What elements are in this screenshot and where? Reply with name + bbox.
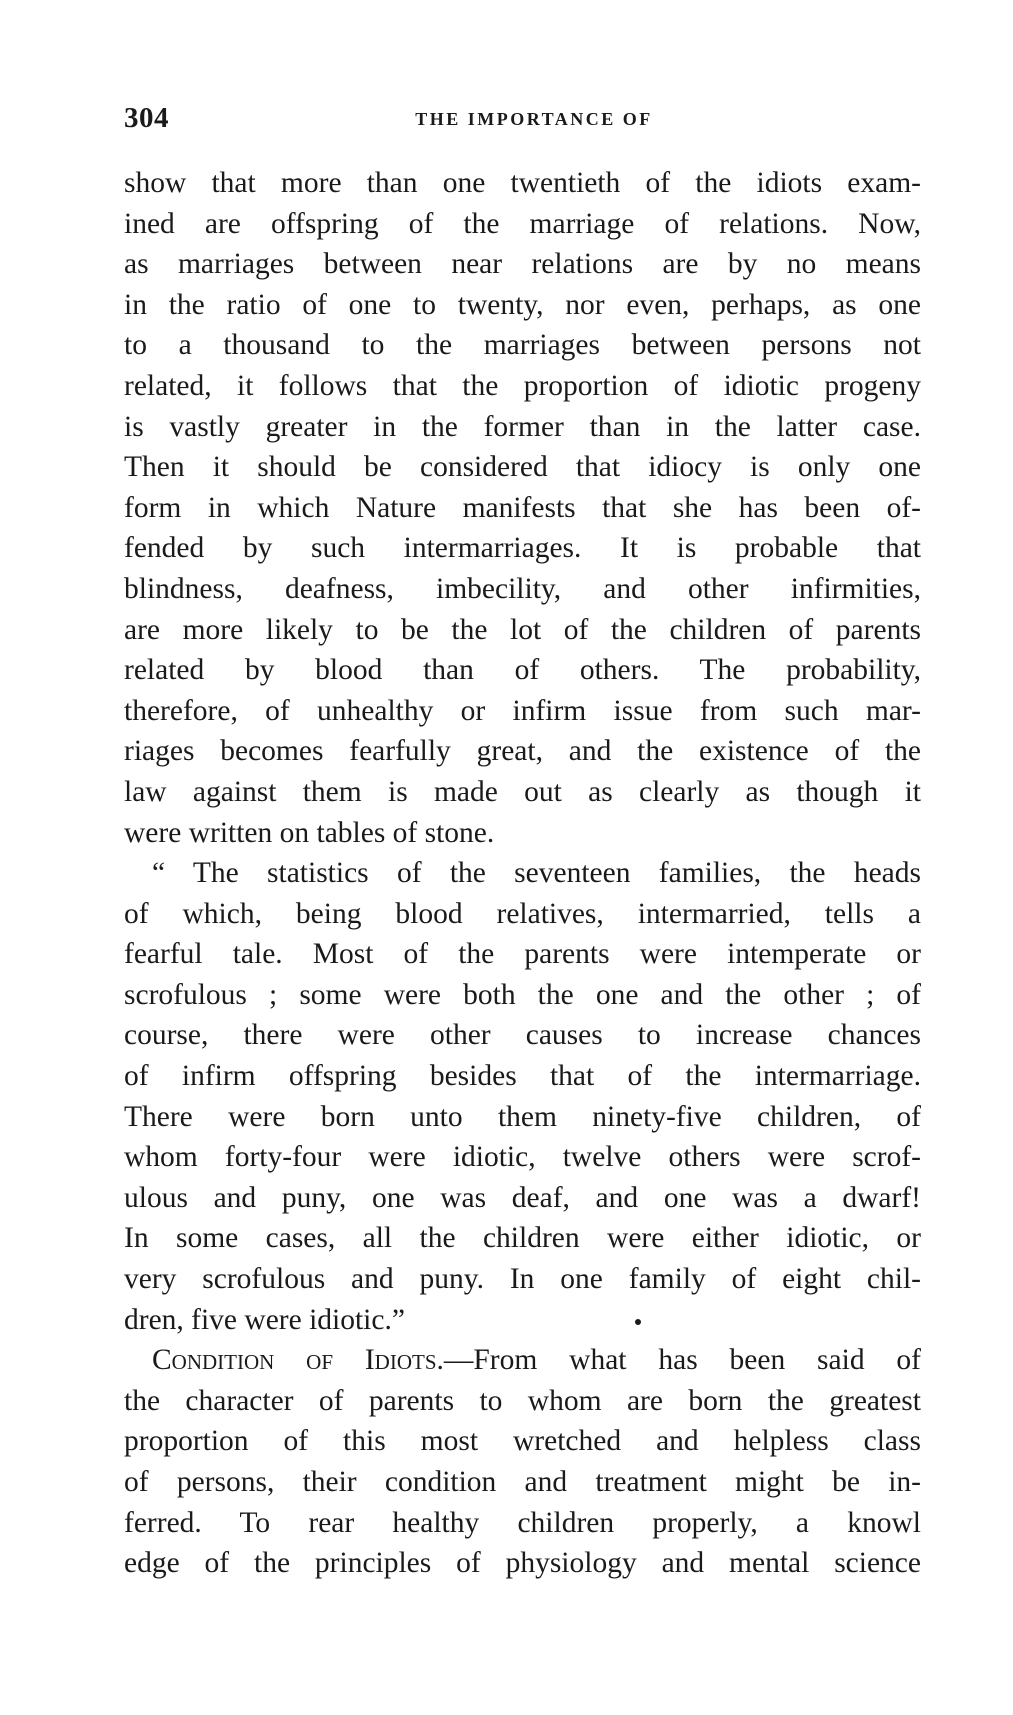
text-line: is vastly greater in the former than in the latter case. [124,410,921,443]
running-head: THE IMPORTANCE OF [415,109,653,129]
ink-dot-mark [635,1319,641,1325]
text-line: fended by such intermarriages. It is probable that [124,532,921,565]
text-line: In some cases, all the children were either idiotic, or [124,1222,921,1255]
text-line: related by blood than of others. The probability, [124,654,921,687]
text-line: to a thousand to the marriages between persons not [124,329,921,362]
text-line: therefore, of unhealthy or infirm issue from such mar- [124,694,921,727]
text-line: Then it should be considered that idiocy is only one [124,451,921,484]
text-line-with-mark [124,1300,921,1341]
text-line: edge of the principles of physiology and mental science [124,1547,921,1580]
text-line: whom forty-four were idiotic, twelve others were scrof- [124,1141,921,1174]
text-line: of persons, their condition and treatment might be in- [124,1466,921,1498]
text-line: blindness, deafness, imbecility, and other infirmities, [124,572,921,605]
text-line: course, there were other causes to increase chances [124,1019,921,1052]
text-line: of which, being blood relatives, intermarried, tells a [124,897,921,930]
section-heading: Condition of Idiots. [152,1344,444,1377]
text-line-with-heading [124,1340,921,1381]
text-line: the character of parents to whom are born the greatest [124,1384,921,1417]
paragraph-1 [124,163,921,853]
text-line: scrofulous ; some were both the one and the other ; of [124,978,921,1011]
text-line: fearful tale. Most of the parents were intemperate or [124,938,921,971]
text-line: of infirm offspring besides that of the intermarriage. [124,1060,921,1093]
text-line: —From what has been said of [443,1344,921,1377]
text-line: “ The statistics of the seventeen families, the heads [152,857,921,890]
text-line: were written on tables of stone. [124,816,495,849]
text-line: show that more than one twentieth of the idiots exam- [124,167,921,199]
text-line: ferred. To rear healthy children properly, a knowl [124,1506,921,1539]
text-line: very scrofulous and puny. In one family of eight chil- [124,1263,921,1296]
text-line: ulous and puny, one was deaf, and one was a dwarf! [124,1181,921,1214]
text-line: ined are offspring of the marriage of relations. Now, [124,207,921,240]
text-line: related, it follows that the proportion of idiotic progeny [124,369,921,402]
text-line: dren, five were idiotic.” [124,1303,405,1336]
text-line: riages becomes fearfully great, and the existence of the [124,735,921,768]
page-header [124,102,924,142]
paragraph-3 [124,1340,921,1584]
text-line: There were born unto them ninety-five children, of [124,1100,921,1133]
text-line: form in which Nature manifests that she has been of- [124,491,921,524]
text-line: are more likely to be the lot of the children of parents [124,613,921,646]
page-number: 304 [124,102,169,134]
text-line: proportion of this most wretched and helpless class [124,1425,921,1458]
text-line: law against them is made out as clearly as though it [124,775,921,808]
body-text [124,163,921,1584]
text-line: as marriages between near relations are by no means [124,248,921,281]
text-line: in the ratio of one to twenty, nor even, perhaps, as one [124,288,921,321]
paragraph-2 [124,853,921,1340]
